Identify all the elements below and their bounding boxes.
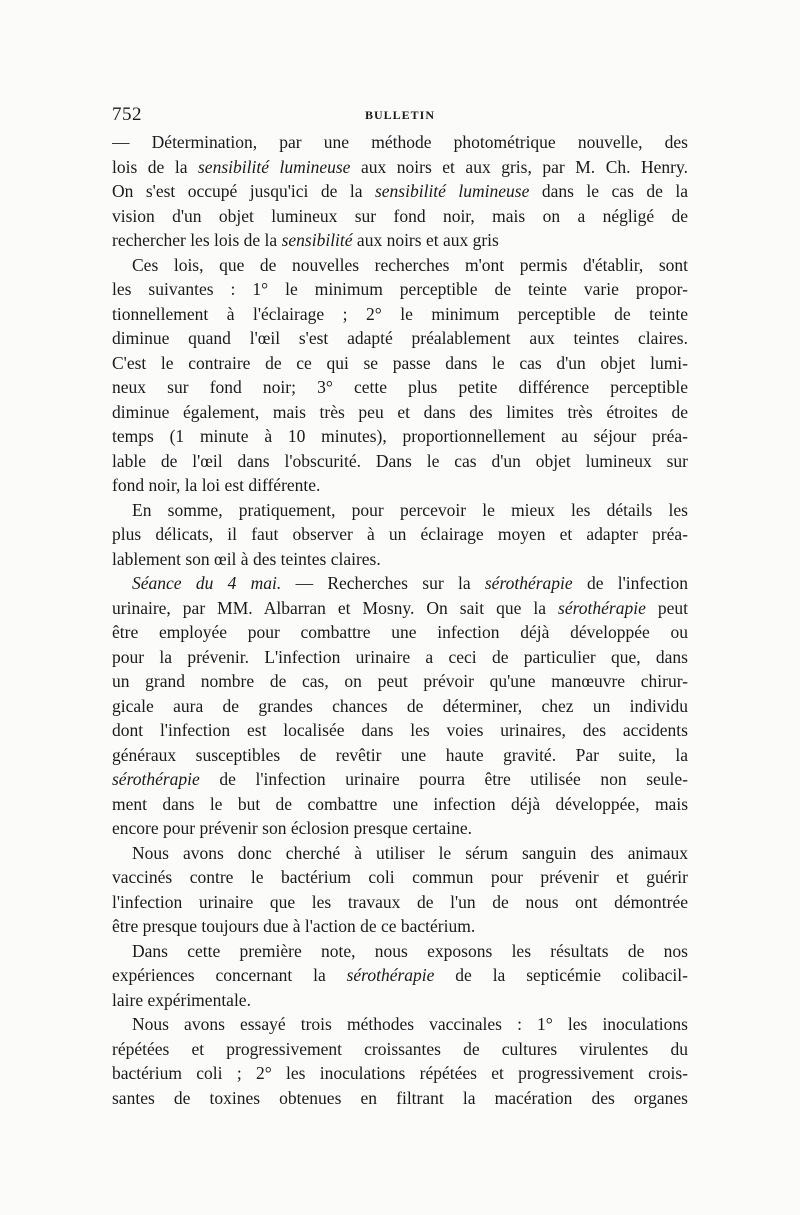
text-line <box>112 841 688 866</box>
text-line <box>112 400 688 425</box>
text-run: aux noirs et aux gris <box>352 230 499 250</box>
italic-text: sensibilité <box>281 230 353 250</box>
text-run: l'infection urinaire que les travaux de l'un de nous ont démontrée <box>112 891 688 912</box>
text-run: Ces lois, que de nouvelles recherches m'ont permis d'établir, sont <box>132 254 688 275</box>
text-run: dont l'infection est localisée dans les voies urinaires, des accidents <box>112 720 688 740</box>
text-line <box>112 743 688 768</box>
text-line <box>112 767 688 792</box>
text-run: lablement son œil à des teintes claires. <box>112 548 381 569</box>
text-run: être presque toujours due à l'action de ce bactérium. <box>112 916 476 936</box>
text-line <box>112 547 688 572</box>
text-line <box>112 375 688 400</box>
text-line <box>112 963 688 988</box>
italic-text: sérothérapie <box>484 573 573 593</box>
text-run: de la septicémie colibacil- <box>434 965 688 985</box>
text-line <box>112 645 688 670</box>
text-line <box>112 939 688 964</box>
text-line <box>112 498 688 523</box>
text-run: — Détermination, par une méthode photométrique nouvelle, des <box>112 132 688 152</box>
italic-text: sensibilité lumineuse <box>374 181 530 201</box>
text-run: les suivantes : 1° le minimum perceptible de teinte varie propor- <box>112 279 688 299</box>
text-run: laire expérimentale. <box>112 989 251 1010</box>
text-line <box>112 522 688 547</box>
text-line <box>112 204 688 229</box>
text-line <box>112 890 688 915</box>
text-run: diminue quand l'œil s'est adapté préalablement aux teintes claires. <box>112 328 688 348</box>
text-run: Dans cette première note, nous exposons les résultats de nos <box>132 940 688 961</box>
text-run: lable de l'œil dans l'obscurité. Dans le cas d'un objet lumineux sur <box>112 450 688 471</box>
text-line <box>112 228 688 253</box>
text-line <box>112 988 688 1013</box>
text-run: être employée pour combattre une infection déjà développée ou <box>112 622 688 642</box>
text-line <box>112 865 688 890</box>
text-run: temps (1 minute à 10 minutes), proportionnellement au séjour préa- <box>112 426 688 446</box>
text-run: fond noir, la loi est différente. <box>112 475 321 495</box>
text-run: expériences concernant la <box>112 965 347 985</box>
text-run: urinaire, par MM. Albarran et Mosny. On sait que la <box>112 597 559 618</box>
paragraph <box>112 130 688 253</box>
text-line <box>112 351 688 376</box>
text-line <box>112 326 688 351</box>
text-line <box>112 130 688 155</box>
paragraph <box>112 498 688 572</box>
italic-text: sérothérapie <box>112 769 200 789</box>
text-line <box>112 449 688 474</box>
text-run: Nous avons donc cherché à utiliser le sérum sanguin des animaux <box>132 842 688 863</box>
text-run: rechercher les lois de la <box>112 230 282 250</box>
text-run: de l'infection urinaire pourra être utilisée non seule- <box>199 769 688 789</box>
text-run: ment dans le but de combattre une infection déjà développée, mais <box>112 793 688 814</box>
text-run: dans le cas de la <box>529 181 688 201</box>
text-run: gicale aura de grandes chances de déterminer, chez un individu <box>112 695 688 716</box>
text-run: vision d'un objet lumineux sur fond noir, mais on a négligé de <box>112 205 688 226</box>
text-line <box>112 277 688 302</box>
text-line <box>112 816 688 841</box>
text-run: En somme, pratiquement, pour percevoir le mieux les détails les <box>132 499 688 520</box>
text-line <box>112 694 688 719</box>
text-run: neux sur fond noir; 3° cette plus petite différence perceptible <box>112 377 688 397</box>
paragraph <box>112 571 688 841</box>
text-run: tionnellement à l'éclairage ; 2° le minimum perceptible de teinte <box>112 303 688 324</box>
running-head: BULLETIN <box>364 108 436 122</box>
text-line <box>112 179 688 204</box>
text-run: vaccinés contre le bactérium coli commun pour prévenir et guérir <box>112 867 688 887</box>
text-run: généraux susceptibles de revêtir une haute gravité. Par suite, la <box>112 744 688 765</box>
text-line <box>112 792 688 817</box>
text-run: On s'est occupé jusqu'ici de la <box>112 181 375 201</box>
paragraph <box>112 253 688 498</box>
text-run: peut <box>645 597 688 618</box>
text-line <box>112 473 688 498</box>
page-header <box>112 104 688 128</box>
text-run: bactérium coli ; 2° les inoculations répétées et progressivement crois- <box>112 1063 688 1083</box>
text-run: un grand nombre de cas, on peut prévoir qu'une manœuvre chirur- <box>112 671 688 691</box>
text-line <box>112 1037 688 1062</box>
text-line <box>112 1086 688 1111</box>
text-line <box>112 424 688 449</box>
text-line <box>112 718 688 743</box>
text-run: santes de toxines obtenues en filtrant la macération des organes <box>112 1087 688 1108</box>
text-run: lois de la <box>112 156 198 177</box>
italic-text: sérothérapie <box>558 597 646 618</box>
text-run: diminue également, mais très peu et dans des limites très étroites de <box>112 401 688 422</box>
text-line <box>112 302 688 327</box>
text-run: répétées et progressivement croissantes de cultures virulentes du <box>112 1038 688 1059</box>
text-run: aux noirs et aux gris, par M. Ch. Henry. <box>350 156 688 177</box>
text-run: C'est le contraire de ce qui se passe dans le cas d'un objet lumi- <box>112 352 688 373</box>
text-line <box>112 596 688 621</box>
italic-text: sensibilité lumineuse <box>198 156 351 177</box>
paragraph <box>112 939 688 1013</box>
text-line <box>112 1061 688 1086</box>
text-run: Nous avons essayé trois méthodes vaccinales : 1° les inoculations <box>132 1014 688 1034</box>
text-run: encore pour prévenir son éclosion presque certaine. <box>112 818 473 838</box>
text-line <box>112 571 688 596</box>
text-line <box>112 1012 688 1037</box>
text-run: pour la prévenir. L'infection urinaire a ceci de particulier que, dans <box>112 646 688 667</box>
text-line <box>112 253 688 278</box>
paragraph <box>112 1012 688 1110</box>
article-body <box>112 130 688 1110</box>
text-line <box>112 620 688 645</box>
text-line <box>112 914 688 939</box>
text-run: plus délicats, il faut observer à un éclairage moyen et adapter préa- <box>112 524 688 544</box>
text-line <box>112 155 688 180</box>
paragraph <box>112 841 688 939</box>
page-number: 752 <box>112 104 142 125</box>
text-run: — Recherches sur la <box>281 573 485 593</box>
italic-text: Séance du 4 mai. <box>132 573 282 593</box>
text-run: de l'infection <box>572 573 688 593</box>
italic-text: sérothérapie <box>346 965 435 985</box>
text-line <box>112 669 688 694</box>
